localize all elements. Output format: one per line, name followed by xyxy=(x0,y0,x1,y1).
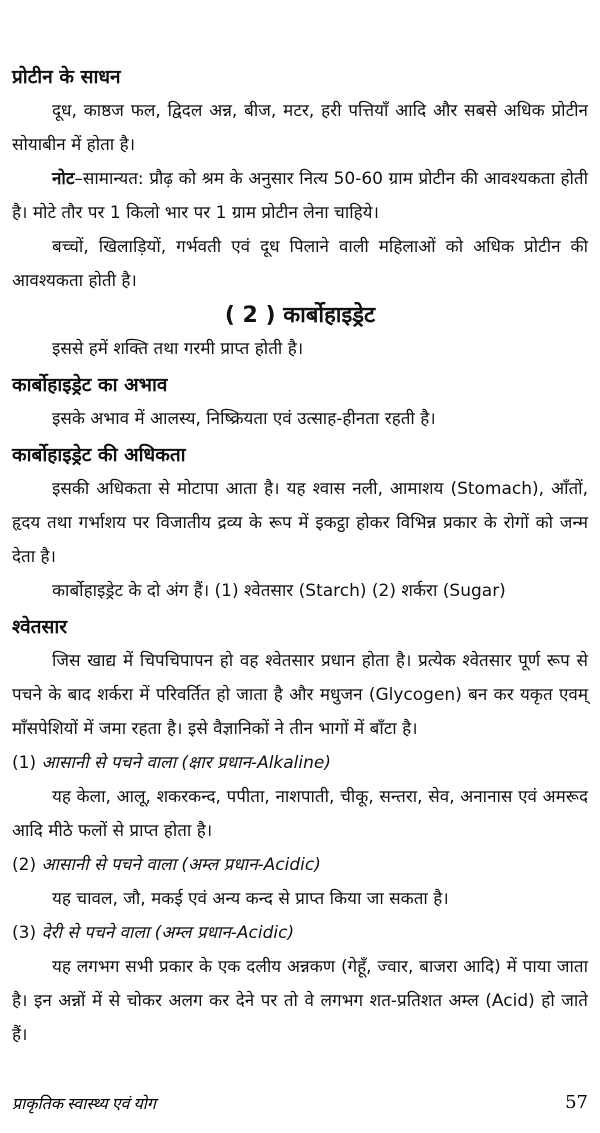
carbohydrate-lack-paragraph: इसके अभाव में आलस्य, निष्क्रियता एवं उत्साह-हीनता रहती है। xyxy=(52,409,436,429)
starch-type-2-paragraph: यह चावल, जौ, मकई एवं अन्य कन्द से प्राप्त किया जा सकता है। xyxy=(52,889,449,909)
carbohydrate-lack-heading: कार्बोहाइड्रेट का अभाव xyxy=(12,374,168,396)
carbohydrate-heading: ( 2 ) कार्बोहाइड्रेट xyxy=(224,303,376,328)
page-footer xyxy=(12,1092,588,1114)
starch-type-2-title xyxy=(12,848,588,882)
item-number: (2) xyxy=(12,855,37,875)
note-text: –सामान्यत: प्रौढ़ को श्रम के अनुसार नित्य 50-60 ग्राम प्रोटीन की आवश्यकता होती है। मोटे तौर पर 1 किलो भार पर 1 ग्राम प्रोटीन लेना चाहिये। xyxy=(12,169,588,223)
starch-type-1-title xyxy=(12,746,588,780)
carbohydrate-intro: इससे हमें शक्ति तथा गरमी प्राप्त होती है। xyxy=(52,339,304,359)
carbohydrate-excess-paragraph: इसकी अधिकता से मोटापा आता है। यह श्वास नली, आमाशय (Stomach), आँतों, हृदय तथा गर्भाशय पर विजातीय द्रव्य के रूप में इकट्ठा होकर विभिन्न प्रकार के रोगों को जन्म देता है। xyxy=(12,479,588,567)
carbohydrate-parts-paragraph: कार्बोहाइड्रेट के दो अंग हैं। (1) श्वेतसार (Starch) (2) शर्करा (Sugar) xyxy=(52,581,506,601)
children-paragraph: बच्चों, खिलाड़ियों, गर्भवती एवं दूध पिलाने वाली महिलाओं को अधिक प्रोटीन की आवश्यकता होती है। xyxy=(12,237,588,291)
item-title: आसानी से पचने वाला (अम्ल प्रधान-Acidic) xyxy=(41,855,321,875)
note-label: नोट xyxy=(52,169,75,189)
note-paragraph xyxy=(12,162,588,230)
item-number: (3) xyxy=(12,923,37,943)
book-title: प्राकृतिक स्वास्थ्य एवं योग xyxy=(12,1096,156,1113)
item-title: देरी से पचने वाला (अम्ल प्रधान-Acidic) xyxy=(41,923,295,943)
item-title: आसानी से पचने वाला (क्षार प्रधान-Alkaline) xyxy=(41,753,331,773)
starch-type-3-title xyxy=(12,916,588,950)
carbohydrate-excess-heading: कार्बोहाइड्रेट की अधिकता xyxy=(12,444,186,466)
starch-heading: श्वेतसार xyxy=(12,616,68,638)
item-number: (1) xyxy=(12,753,37,773)
starch-type-1-paragraph: यह केला, आलू, शकरकन्द, पपीता, नाशपाती, चीकू, सन्तरा, सेव, अनानास एवं अमरूद आदि मीठे फलों से प्राप्त होता है। xyxy=(12,787,588,841)
starch-type-3-paragraph: यह लगभग सभी प्रकार के एक दलीय अन्नकण (गेहूँ, ज्वार, बाजरा आदि) में पाया जाता है। इन अन्नों में से चोकर अलग कर देने पर तो वे लगभग शत-प्रतिशत अम्ल (Acid) हो जाते हैं। xyxy=(12,957,588,1045)
protein-sources-heading: प्रोटीन के साधन xyxy=(12,66,121,88)
page-number: 57 xyxy=(565,1092,588,1113)
starch-paragraph: जिस खाद्य में चिपचिपापन हो वह श्वेतसार प्रधान होता है। प्रत्येक श्वेतसार पूर्ण रूप से पचने के बाद शर्करा में परिवर्तित हो जाता है और मधुजन (Glycogen) बन कर यकृत एवम् माँसपेशियों में जमा रहता है। इसे वैज्ञानिकों ने तीन भागों में बाँटा है। xyxy=(12,651,588,739)
protein-sources-paragraph: दूध, काष्ठज फल, द्विदल अन्न, बीज, मटर, हरी पत्तियाँ आदि और सबसे अधिक प्रोटीन सोयाबीन में होता है। xyxy=(12,101,588,155)
